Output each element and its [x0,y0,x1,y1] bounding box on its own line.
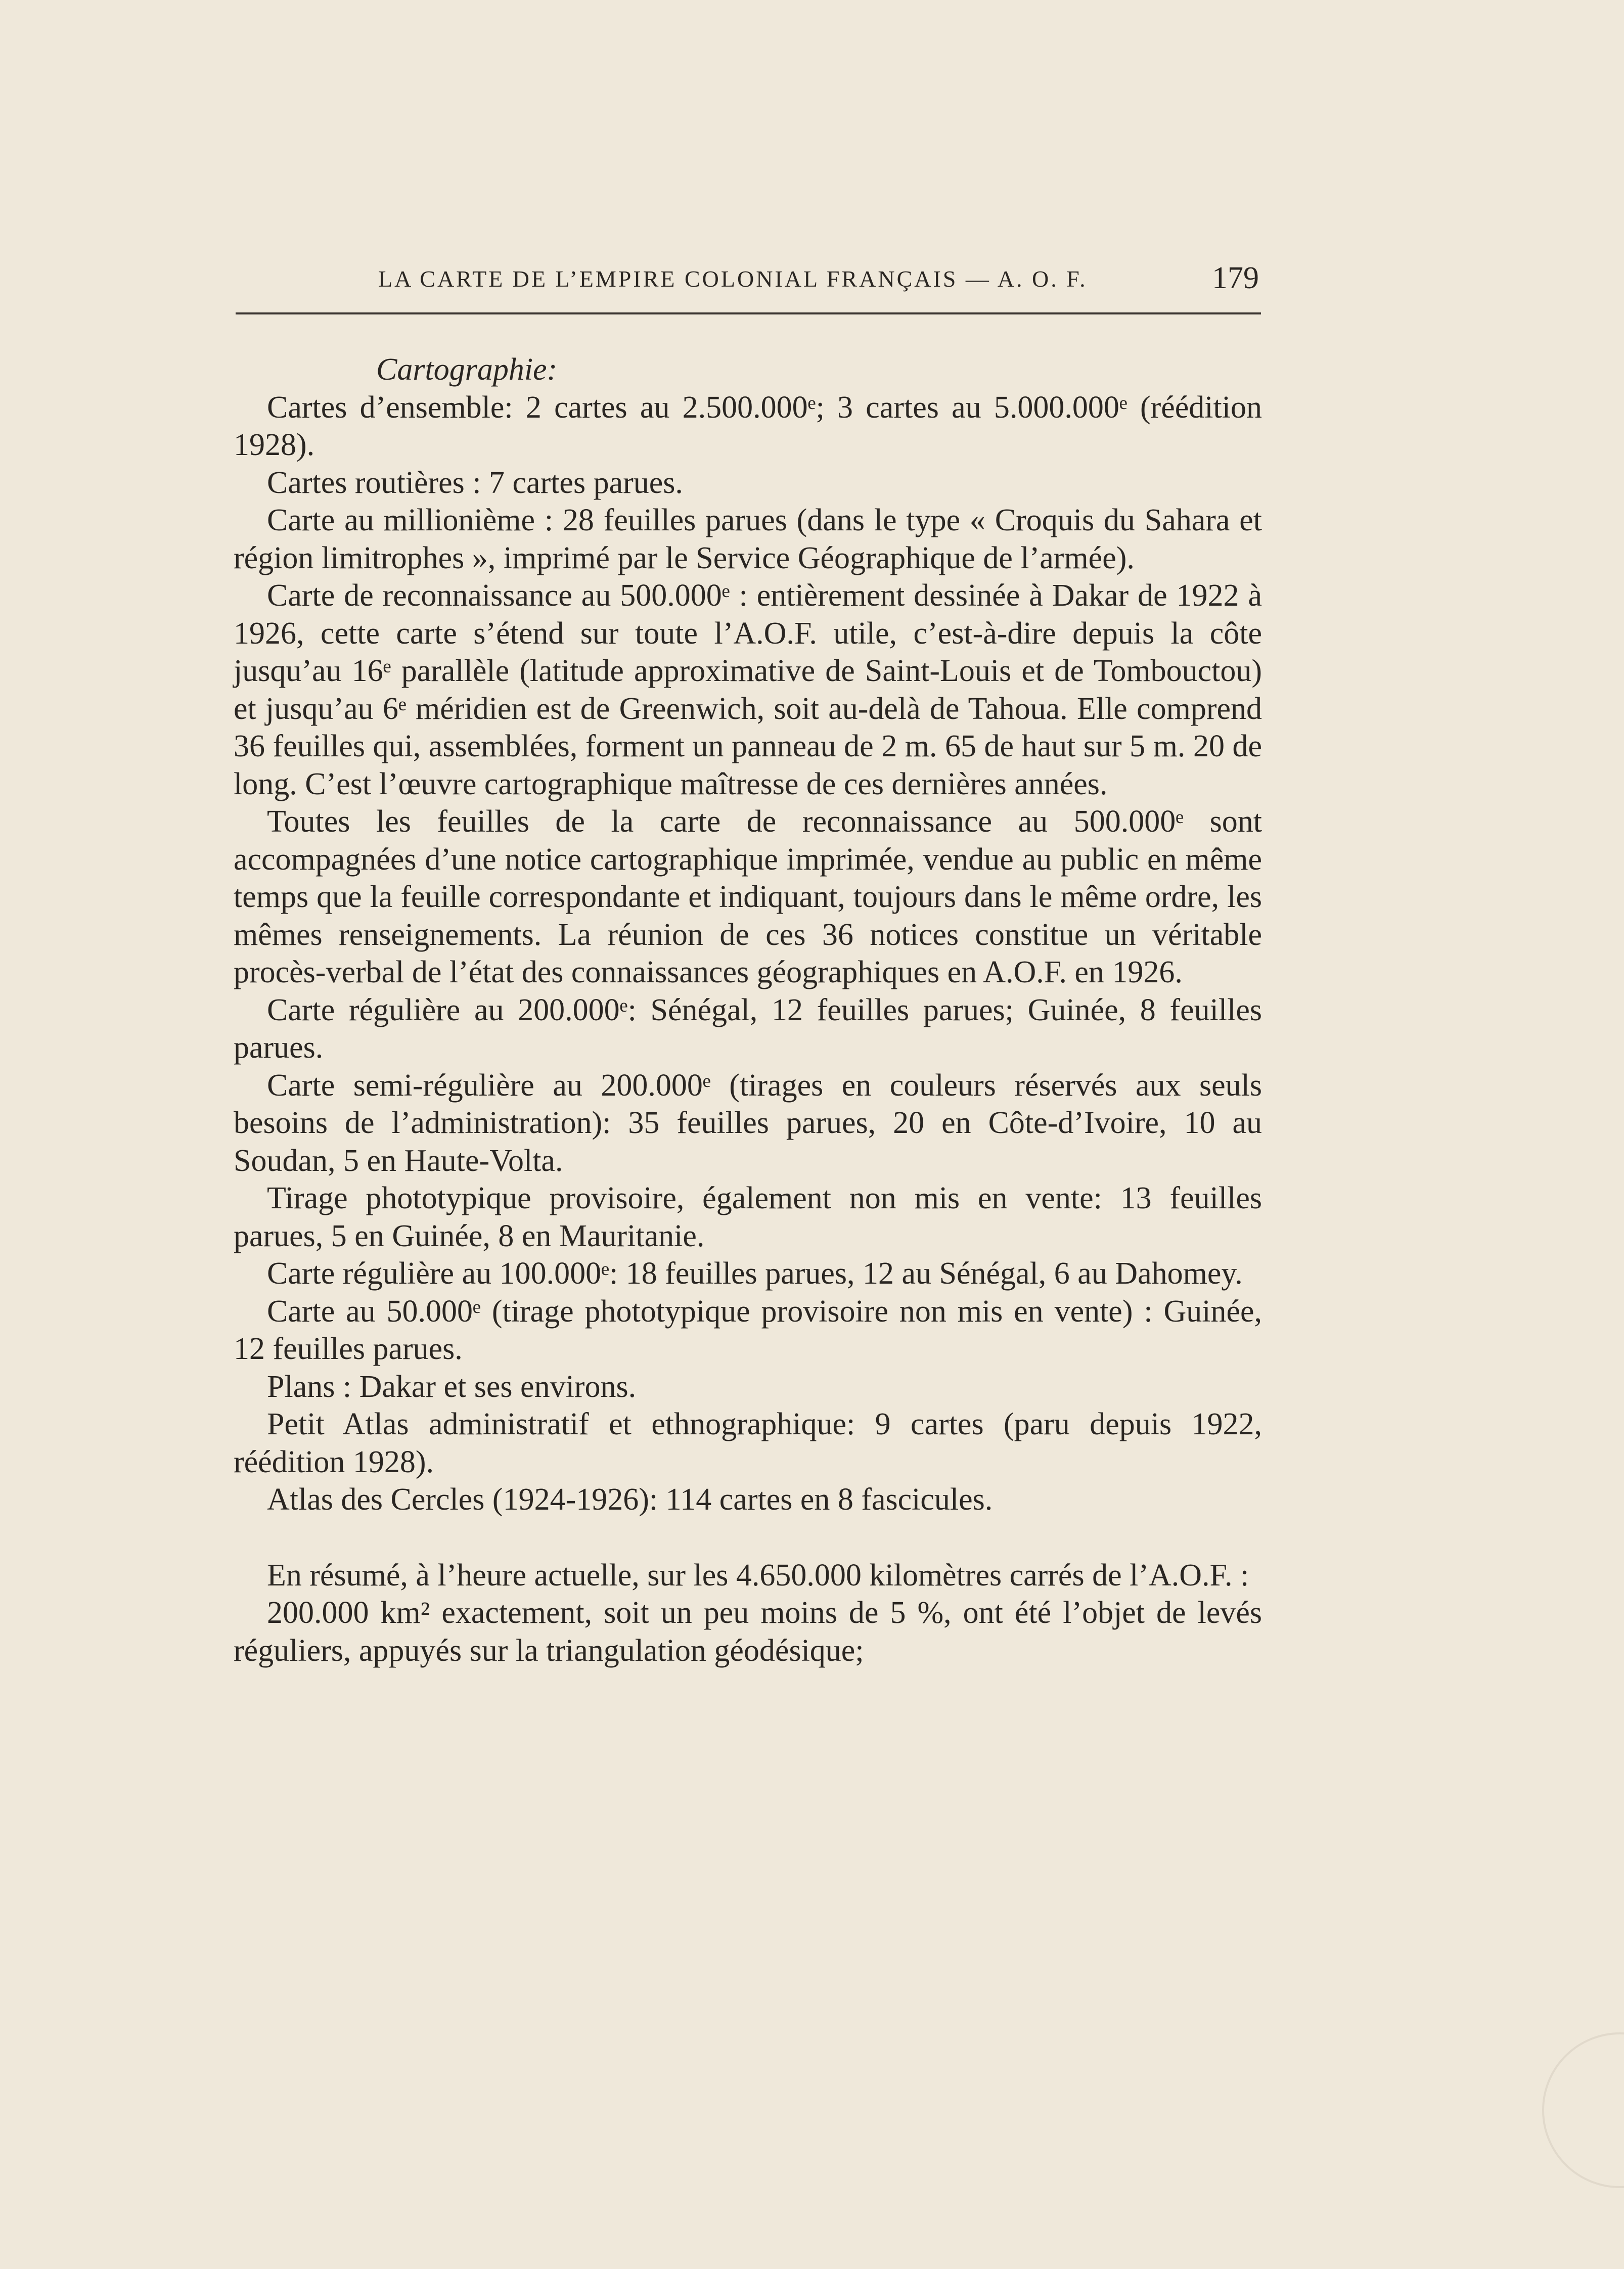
header-rule [236,312,1261,314]
paragraph: Tirage phototypique provisoire, également non mis en vente: 13 feuilles parues, 5 en Guinée, 8 en Mauritanie. [234,1181,1262,1253]
paragraph: Carte au millionième : 28 feuilles parues (dans le type « Croquis du Sahara et région limitrophes », imprimé par le Service Géographique de l’armée). [234,503,1262,575]
faded-library-stamp [1542,2032,1624,2188]
paragraph: Cartes routières : 7 cartes parues. [267,465,683,500]
paragraph: Petit Atlas administratif et ethnographique: 9 cartes (paru depuis 1922, réédition 1928). [234,1407,1262,1479]
paragraph: Plans : Dakar et ses environs. [267,1369,637,1404]
paragraph: Carte régulière au 200.000ᵉ: Sénégal, 12 feuilles parues; Guinée, 8 feuilles parues. [234,992,1262,1065]
body-text [234,351,1262,1669]
paragraph: Carte au 50.000ᵉ (tirage phototypique provisoire non mis en vente) : Guinée, 12 feuilles parues. [234,1294,1262,1366]
paragraph-gap [234,1519,1262,1557]
summary-paragraph: 200.000 km² exactement, soit un peu moins de 5 %, ont été l’objet de levés réguliers, appuyés sur la triangulation géodésique; [234,1596,1262,1668]
paragraph: Carte semi-régulière au 200.000ᵉ (tirages en couleurs réservés aux seuls besoins de l’administration): 35 feuilles parues, 20 en Côte-d’Ivoire, 10 au Soudan, 5 en Haute-Volta. [234,1068,1262,1178]
paragraph: Cartes d’ensemble: 2 cartes au 2.500.000ᵉ; 3 cartes au 5.000.000ᵉ (réédition 1928). [234,390,1262,462]
page-number: 179 [1212,261,1259,295]
summary-paragraph: En résumé, à l’heure actuelle, sur les 4.650.000 kilomètres carrés de l’A.O.F. : [267,1558,1249,1593]
running-title: LA CARTE DE L’EMPIRE COLONIAL FRANÇAIS — A. O. F. [378,266,1088,292]
paragraph: Toutes les feuilles de la carte de reconnaissance au 500.000ᵉ sont accompagnées d’une notice cartographique imprimée, vendue au public en même temps que la feuille correspondante et indiquant, toujours dans le même ordre, les mêmes renseignements. La réunion de ces 36 notices constitue un véritable procès-verbal de l’état des connaissances géographiques en A.O.F. en 1926. [234,804,1262,989]
section-heading: Cartographie: [376,352,558,387]
paragraph: Atlas des Cercles (1924-1926): 114 cartes en 8 fascicules. [267,1482,993,1517]
running-head [236,260,1261,306]
paragraph: Carte de reconnaissance au 500.000ᵉ : entièrement dessinée à Dakar de 1922 à 1926, cette carte s’étend sur toute l’A.O.F. utile, c’est-à-dire depuis la côte jusqu’au 16ᵉ parallèle (latitude approximative de Saint-Louis et de Tombouctou) et jusqu’au 6ᵉ méridien est de Greenwich, soit au-delà de Tahoua. Elle comprend 36 feuilles qui, assemblées, forment un panneau de 2 m. 65 de haut sur 5 m. 20 de long. C’est l’œuvre cartographique maîtresse de ces dernières années. [234,578,1262,801]
paragraph: Carte régulière au 100.000ᵉ: 18 feuilles parues, 12 au Sénégal, 6 au Dahomey. [267,1256,1243,1291]
